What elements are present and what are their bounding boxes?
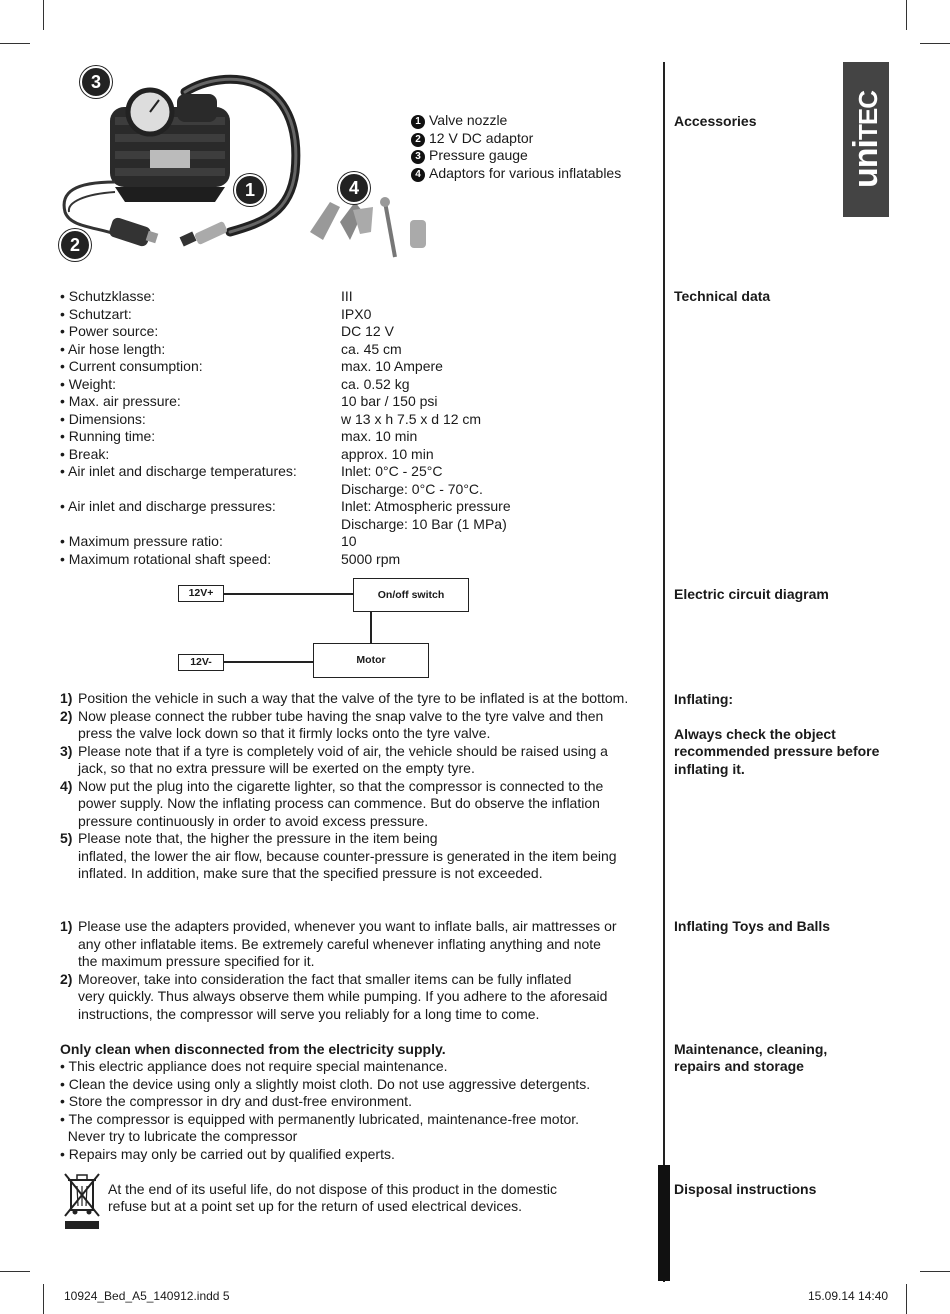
callout-4: 4: [338, 172, 370, 204]
side-heading-inflating: Inflating:: [674, 691, 734, 707]
spec-label: • Running time:: [60, 428, 156, 444]
step-text: very quickly. Thus always observe them while pumping. If you adhere to the aforesaid: [78, 988, 608, 1004]
step-index: 3): [60, 742, 73, 759]
maintenance-heading: Only clean when disconnected from the electricity supply.: [60, 1041, 446, 1057]
crop-mark: [0, 43, 30, 44]
disposal-text: refuse but at a point set up for the return of used electrical devices.: [108, 1198, 523, 1214]
step-index: 2): [60, 707, 73, 724]
on-off-switch-box: On/off switch: [353, 578, 469, 612]
side-heading-accessories: Accessories: [674, 113, 757, 129]
wire: [370, 611, 372, 643]
motor-box: Motor: [313, 643, 429, 678]
step-text: jack, so that no extra pressure will be exerted on the empty tyre.: [78, 760, 475, 776]
side-heading-technical: Technical data: [674, 288, 771, 304]
spec-label: • Maximum rotational shaft speed:: [60, 550, 272, 567]
step-index: 5): [60, 830, 73, 846]
callout-2: 2: [59, 229, 91, 261]
spec-value: Inlet: 0°C - 25°C: [341, 463, 443, 479]
side-note-inflating: inflating it.: [674, 761, 745, 777]
step-text: instructions, the compressor will serve you reliably for a long time to come.: [78, 1005, 540, 1022]
side-heading-disposal: Disposal instructions: [674, 1181, 817, 1197]
crop-mark: [920, 43, 950, 44]
crop-mark: [0, 1271, 30, 1272]
spec-label: • Maximum pressure ratio:: [60, 533, 223, 549]
spec-value: 5000 rpm: [341, 550, 401, 567]
crop-mark: [920, 1271, 950, 1272]
step-text: Position the vehicle in such a way that the valve of the tyre to be inflated is at the bottom.: [78, 690, 629, 706]
spec-label: • Dimensions:: [60, 410, 146, 427]
spec-label: • Weight:: [60, 375, 116, 392]
wire: [223, 593, 353, 595]
label-12v-plus: 12V+: [178, 585, 224, 602]
side-heading-toys: Inflating Toys and Balls: [674, 918, 831, 934]
step-index: 1): [60, 690, 73, 706]
legend-item: 1 Valve nozzle: [411, 112, 507, 130]
spec-value: approx. 10 min: [341, 445, 434, 462]
footer-filename: 10924_Bed_A5_140912.indd 5: [64, 1289, 230, 1303]
spec-value: max. 10 min: [341, 428, 418, 444]
step-text: Now please connect the rubber tube having the snap valve to the tyre valve and then: [78, 707, 604, 724]
step-index: 2): [60, 970, 73, 987]
spec-value: 10: [341, 533, 357, 549]
maintenance-item: Never try to lubricate the compressor: [60, 1128, 298, 1144]
spec-value: Inlet: Atmospheric pressure: [341, 498, 511, 514]
legend-item: 4 Adaptors for various inflatables: [411, 165, 621, 183]
side-heading-maintenance: repairs and storage: [674, 1058, 804, 1074]
step-text: inflated. In addition, make sure that the specified pressure is not exceeded.: [78, 865, 543, 881]
spec-value: ca. 0.52 kg: [341, 375, 410, 392]
spec-value: w 13 x h 7.5 x d 12 cm: [341, 410, 482, 427]
spec-label: • Power source:: [60, 323, 159, 339]
step-text: Moreover, take into consideration the fact that smaller items can be fully inflated: [78, 970, 572, 987]
maintenance-item: • Clean the device using only a slightly moist cloth. Do not use aggressive detergents.: [60, 1075, 591, 1092]
step-text: pressure continuously in order to avoid excess pressure.: [78, 812, 429, 829]
step-text: Now put the plug into the cigarette lighter, so that the compressor is connected to the: [78, 777, 604, 794]
spec-label: • Break:: [60, 445, 110, 462]
callout-1: 1: [234, 174, 266, 206]
spec-label: • Max. air pressure:: [60, 393, 181, 409]
crop-mark: [43, 0, 44, 30]
column-rule: [663, 62, 665, 1282]
maintenance-item: • Repairs may only be carried out by qualified experts.: [60, 1145, 395, 1162]
disposal-text: At the end of its useful life, do not dispose of this product in the domestic: [108, 1181, 558, 1197]
maintenance-item: • Store the compressor in dry and dust-free environment.: [60, 1093, 412, 1109]
step-text: press the valve lock down so that it firmly locks onto the tyre valve.: [78, 725, 491, 741]
side-note-inflating: recommended pressure before: [674, 743, 880, 759]
step-text: Please use the adapters provided, whenever you want to inflate balls, air mattresses or: [78, 918, 617, 934]
legend-item: 2 12 V DC adaptor: [411, 130, 533, 148]
spec-label: • Air hose length:: [60, 340, 166, 357]
side-note-inflating: Always check the object: [674, 726, 836, 742]
spec-value: III: [341, 288, 353, 304]
spec-value: ca. 45 cm: [341, 340, 402, 357]
spec-label: • Air inlet and discharge pressures:: [60, 498, 276, 514]
spec-value: 10 bar / 150 psi: [341, 393, 438, 409]
step-text: Please note that if a tyre is completely void of air, the vehicle should be raised using a: [78, 742, 608, 759]
spec-value: max. 10 Ampere: [341, 358, 443, 374]
spec-label: • Schutzklasse:: [60, 288, 156, 304]
label-12v-minus: 12V-: [178, 654, 224, 671]
spec-label: • Current consumption:: [60, 358, 203, 374]
spec-value: Discharge: 0°C - 70°C.: [341, 480, 483, 497]
crop-mark: [43, 1284, 44, 1314]
spec-value: IPX0: [341, 305, 372, 322]
column-rule-thick: [658, 1165, 670, 1281]
side-heading-circuit: Electric circuit diagram: [674, 586, 829, 602]
crop-mark: [906, 0, 907, 30]
step-index: 4): [60, 777, 73, 794]
step-index: 1): [60, 918, 73, 934]
step-text: Please note that, the higher the pressure in the item being: [78, 830, 438, 846]
side-heading-maintenance: Maintenance, cleaning,: [674, 1041, 828, 1057]
wire: [223, 661, 313, 663]
weee-bin-icon: [63, 1172, 101, 1230]
callout-3: 3: [80, 66, 112, 98]
spec-label: • Schutzart:: [60, 305, 132, 322]
product-illustration: [55, 62, 445, 267]
step-text: any other inflatable items. Be extremely careful whenever inflating anything and note: [78, 935, 601, 952]
crop-mark: [906, 1284, 907, 1314]
step-text: inflated, the lower the air flow, because counter-pressure is generated in the item being: [78, 847, 617, 864]
brand-logo: uniTEC: [843, 62, 889, 217]
step-text: the maximum pressure specified for it.: [78, 953, 315, 969]
step-text: power supply. Now the inflating process can commence. But do observe the inflation: [78, 795, 600, 811]
spec-label: • Air inlet and discharge temperatures:: [60, 463, 297, 479]
spec-value: Discharge: 10 Bar (1 MPa): [341, 515, 507, 532]
maintenance-item: • The compressor is equipped with permanently lubricated, maintenance-free motor.: [60, 1110, 580, 1127]
footer-timestamp: 15.09.14 14:40: [808, 1289, 889, 1303]
spec-value: DC 12 V: [341, 323, 394, 339]
maintenance-item: • This electric appliance does not require special maintenance.: [60, 1058, 448, 1074]
legend-item: 3 Pressure gauge: [411, 147, 528, 165]
